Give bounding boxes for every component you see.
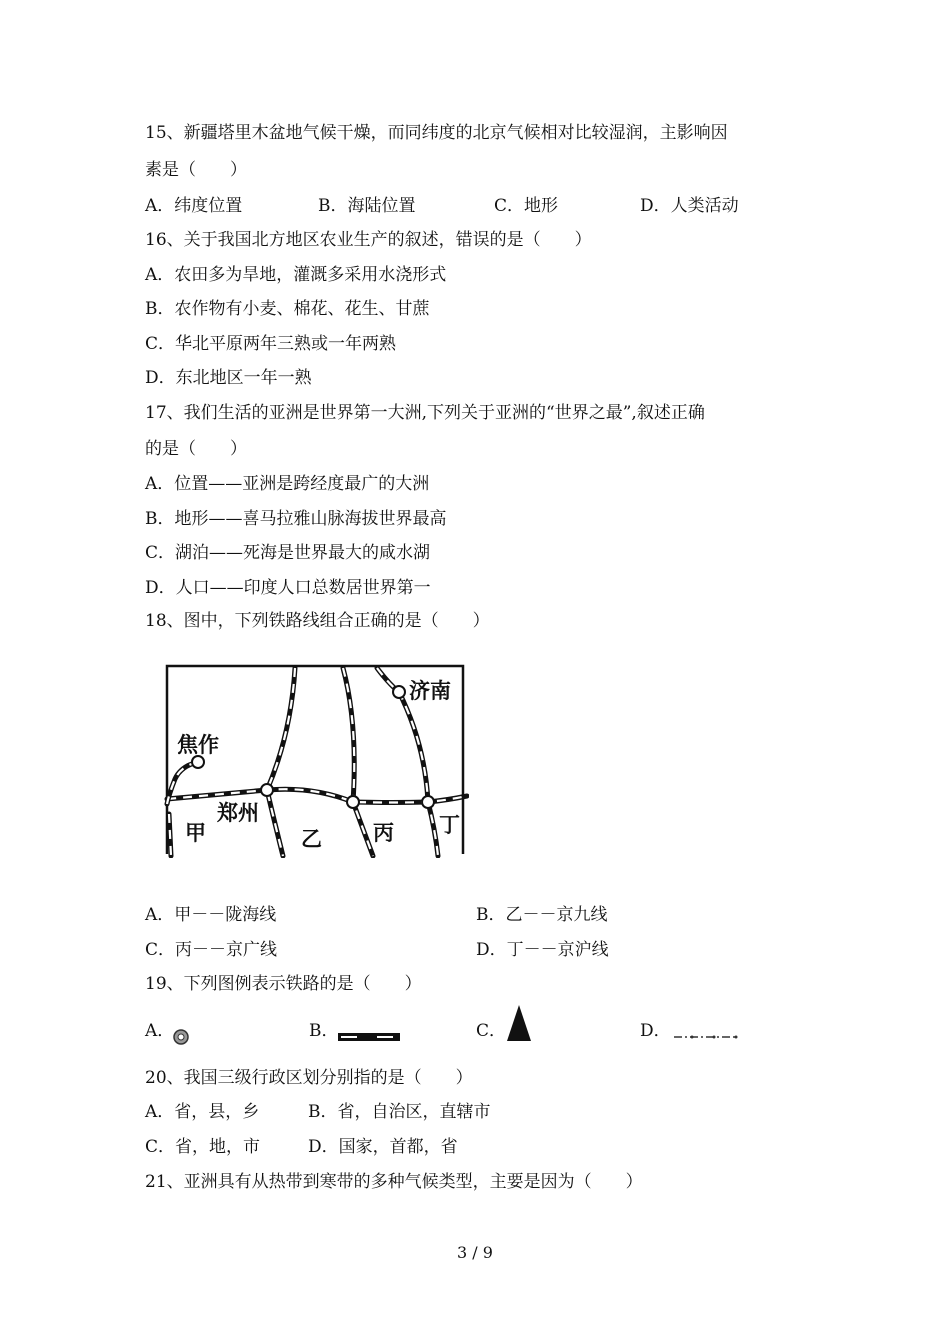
label-bing: 丙 bbox=[373, 821, 394, 845]
q20-option-a: A．省，县，乡 bbox=[145, 1102, 260, 1122]
q19-option-c: C． bbox=[476, 1021, 507, 1041]
label-zhengzhou: 郑州 bbox=[217, 801, 259, 825]
jiaozuo-station bbox=[192, 756, 204, 768]
q15-stem-line1: 15、新疆塔里木盆地气候干燥，而同纬度的北京气候相对比较湿润，主影响因 bbox=[145, 123, 728, 143]
q18-stem: 18、图中，下列铁路线组合正确的是（ ） bbox=[145, 611, 490, 631]
q19-stem: 19、下列图例表示铁路的是（ ） bbox=[145, 974, 422, 994]
q19-option-d: D． bbox=[640, 1021, 671, 1041]
q20-stem: 20、我国三级行政区划分别指的是（ ） bbox=[145, 1068, 473, 1088]
label-ding: 丁 bbox=[439, 813, 460, 837]
q16-option-c: C．华北平原两年三熟或一年两熟 bbox=[145, 334, 397, 354]
q18-option-a: A．甲－－陇海线 bbox=[145, 905, 277, 925]
q15-stem-line2: 素是（ ） bbox=[145, 160, 247, 180]
q15-option-b: B．海陆位置 bbox=[318, 196, 416, 216]
legend-boundary-icon bbox=[672, 1032, 742, 1042]
q17-option-c: C．湖泊——死海是世界最大的咸水湖 bbox=[145, 543, 431, 563]
junction-station-2 bbox=[422, 796, 434, 808]
q16-stem: 16、关于我国北方地区农业生产的叙述，错误的是（ ） bbox=[145, 230, 592, 250]
q17-option-a: A．位置——亚洲是跨经度最广的大洲 bbox=[145, 474, 430, 494]
q17-stem-line1: 17、我们生活的亚洲是世界第一大洲,下列关于亚洲的“世界之最”,叙述正确 bbox=[145, 403, 705, 423]
q17-option-d: D．人口——印度人口总数居世界第一 bbox=[145, 578, 431, 598]
railway-map bbox=[163, 654, 469, 858]
zhengzhou-station bbox=[261, 784, 273, 796]
label-jiaozuo: 焦作 bbox=[177, 733, 219, 757]
q15-option-d: D．人类活动 bbox=[640, 196, 739, 216]
q20-option-d: D．国家，首都，省 bbox=[308, 1137, 458, 1157]
q21-stem: 21、亚洲具有从热带到寒带的多种气候类型，主要是因为（ ） bbox=[145, 1172, 643, 1192]
jinan-station bbox=[393, 686, 405, 698]
label-yi: 乙 bbox=[301, 827, 322, 851]
q17-option-b: B．地形——喜马拉雅山脉海拔世界最高 bbox=[145, 509, 447, 529]
junction-station-1 bbox=[347, 796, 359, 808]
q15-option-a: A．纬度位置 bbox=[145, 196, 243, 216]
q16-option-d: D．东北地区一年一熟 bbox=[145, 368, 312, 388]
label-jinan: 济南 bbox=[409, 679, 451, 703]
q19-option-a: A． bbox=[145, 1021, 175, 1041]
legend-circle-icon bbox=[172, 1028, 190, 1046]
q16-option-b: B．农作物有小麦、棉花、花生、甘蔗 bbox=[145, 299, 430, 319]
q15-option-c: C．地形 bbox=[494, 196, 559, 216]
label-jia: 甲 bbox=[185, 821, 206, 845]
q18-option-b: B．乙－－京九线 bbox=[476, 905, 608, 925]
legend-railway-icon bbox=[337, 1032, 401, 1042]
q16-option-a: A．农田多为旱地，灌溉多采用水浇形式 bbox=[145, 265, 447, 285]
q19-option-b: B． bbox=[309, 1021, 339, 1041]
q18-option-c: C．丙－－京广线 bbox=[145, 940, 278, 960]
q18-option-d: D．丁－－京沪线 bbox=[476, 940, 609, 960]
page-number: 3 / 9 bbox=[457, 1243, 493, 1262]
q20-option-b: B．省，自治区，直辖市 bbox=[308, 1102, 491, 1122]
legend-triangle-icon bbox=[506, 1004, 532, 1042]
q20-option-c: C．省，地，市 bbox=[145, 1137, 261, 1157]
q17-stem-line2: 的是（ ） bbox=[145, 439, 247, 459]
